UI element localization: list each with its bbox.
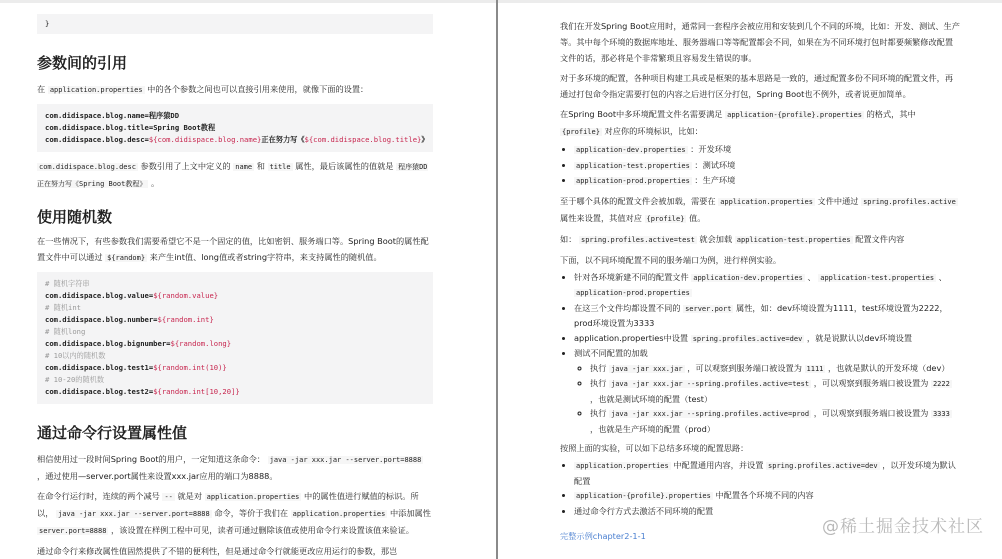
env-list [560, 142, 960, 189]
steps-list [560, 270, 960, 437]
paragraph: 下面，以不同环境配置不同的服务端口为例，进行样例实验。 [560, 254, 782, 265]
paragraph: 通过命令行来修改属性值固然提供了不错的便利性，但是通过命令行就能更改应用运行的参数，那岂 [37, 546, 398, 556]
paragraph: 我们在开发Spring Boot应用时，通常同一套程序会被应用和安装到几个不同的环境，比如：开发、测试、生产等。其中每个环境的数据库地址、服务器端口等等配置都会不同，如果在为不同环境打包时都要频繁修改配置文件的话，那必将是个非常繁琐且容易发生错误的事。 [560, 21, 960, 63]
list-item: ◦ 执行 java -jar xxx.jar ，可以观察到服务端口被设置为 1111 ，也就是默认的开发环境（dev） [590, 361, 960, 377]
section-title-random: 使用随机数 [37, 208, 113, 226]
paragraph: 在命令行运行时，连续的两个减号 -- 就是对 application.properties 中的属性值进行赋值的标识。所以， java -jar xxx.jar --server.port=8888 命令，等价于我们在 application.properties 中添加属性 server.port=8888 ，该设置在样例工程中可见，读者可通过删除该值或使用命令行来设置该值来验证。 [37, 491, 431, 535]
code-block-end: } [37, 14, 433, 34]
list-item: • application-dev.properties ：开发环境 [574, 142, 960, 158]
paragraph: 相信使用过一段时间Spring Boot的用户，一定知道这条命令： java -jar xxx.jar --server.port=8888 ，通过使用—server.port属性来设置xxx.jar应用的端口为8888。 [37, 454, 422, 481]
paragraph: 在 application.properties 中的各个参数之间也可以直接引用来使用，就像下面的设置： [37, 84, 369, 94]
list-item: • application.properties 中配置通用内容，并设置 spring.profiles.active=dev ，以开发环境为默认配置 [574, 458, 960, 488]
full-example-link[interactable]: 完整示例chapter2-1-1 [560, 531, 646, 541]
left-page [0, 0, 496, 559]
summary-list [560, 458, 960, 518]
list-item: • application-prod.properties ：生产环境 [574, 173, 960, 189]
code-block-references: com.didispace.blog.name=程序猿DD com.didispace.blog.title=Spring Boot教程 com.didispace.blog.desc=${com.didispace.blog.name}正在努力写《${com.didispace.blog.title}》 [37, 104, 433, 152]
paragraph: 在一些情况下，有些参数我们需要希望它不是一个固定的值，比如密钥、服务端口等。Spring Boot的属性配置文件中可以通过 ${random} 来产生int值、long值或者string字符串，来支持属性的随机值。 [37, 236, 429, 262]
paragraph: 对于多环境的配置，各种项目构建工具或是框架的基本思路是一致的，通过配置多份不同环境的配置文件，再通过打包命令指定需要打包的内容之后进行区分打包，Spring Boot也不例外，或者说更加简单。 [560, 73, 954, 99]
paragraph: com.didispace.blog.desc 参数引用了上文中定义的 name 和 title 属性，最后该属性的值就是 程序猿DD正在努力写《Spring Boot教程》 。 [37, 161, 428, 188]
section-title-command-line: 通过命令行设置属性值 [37, 424, 188, 442]
paragraph: 如： spring.profiles.active=test 就会加载 application-test.properties 配置文件内容 [560, 233, 905, 244]
list-item: • 通过命令行方式去激活不同环境的配置 [574, 504, 960, 519]
paragraph: 在Spring Boot中多环境配置文件名需要满足 application-{profile}.properties 的格式，其中 {profile} 对应你的环境标识，比如： [560, 109, 916, 136]
code-block-random: # 随机字符串 com.didispace.blog.value=${random.value} # 随机int com.didispace.blog.number=${random.int} # 随机long com.didispace.blog.bignumber=${random.long} # 10以内的随机数 com.didispace.blog.test1=${random.int(10)} # 10-20的随机数 com.didispace.blog.test2=${random.int[10,20]} [37, 272, 433, 404]
list-item: ◦ 执行 java -jar xxx.jar --spring.profiles.active=prod ，可以观察到服务端口被设置为 3333 ，也就是生产环境的配置（prod） [590, 406, 960, 436]
watermark: @稀土掘金技术社区 [822, 517, 984, 537]
list-item: • application-test.properties ：测试环境 [574, 158, 960, 174]
list-item: • 在这三个文件均都设置不同的 server.port 属性，如：dev环境设置为1111，test环境设置为2222，prod环境设置为3333 [574, 301, 960, 331]
list-item: ◦ 执行 java -jar xxx.jar --spring.profiles.active=test ，可以观察到服务端口被设置为 2222 ，也就是测试环境的配置（test） [590, 376, 960, 406]
list-item: • 针对各环境新建不同的配置文件 application-dev.properties 、 application-test.properties 、 application-prod.properties [574, 270, 960, 301]
list-item: • 测试不同配置的加载 ◦ 执行 java -jar xxx.jar ，可以观察到服务端口被设置为 1111 ，也就是默认的开发环境（dev） ◦ 执行 java -jar xxx.jar --spring.profiles.active=test ，可以观察到服务端口被设置为 2222 ，也就是测试环境的配置（test） ◦ 执行 java -jar xxx.jar --spring.profiles.active=prod ，可以观察到服务端口被设置为 3333 ，也就是生产环境的配置（prod） [574, 346, 960, 436]
paragraph: 按照上面的实验，可以如下总结多环境的配置思路： [560, 443, 749, 453]
paragraph: 至于哪个具体的配置文件会被加载，需要在 application.properties 文件中通过 spring.profiles.active 属性来设置，其值对应 {profile} 值。 [560, 195, 956, 223]
sub-list [574, 361, 960, 437]
list-item: • application.properties中设置 spring.profiles.active=dev ，就是说默认以dev环境设置 [574, 331, 960, 347]
section-title-references: 参数间的引用 [37, 54, 128, 72]
list-item: • application-{profile}.properties 中配置各个环境不同的内容 [574, 488, 960, 504]
right-page [498, 0, 1002, 559]
